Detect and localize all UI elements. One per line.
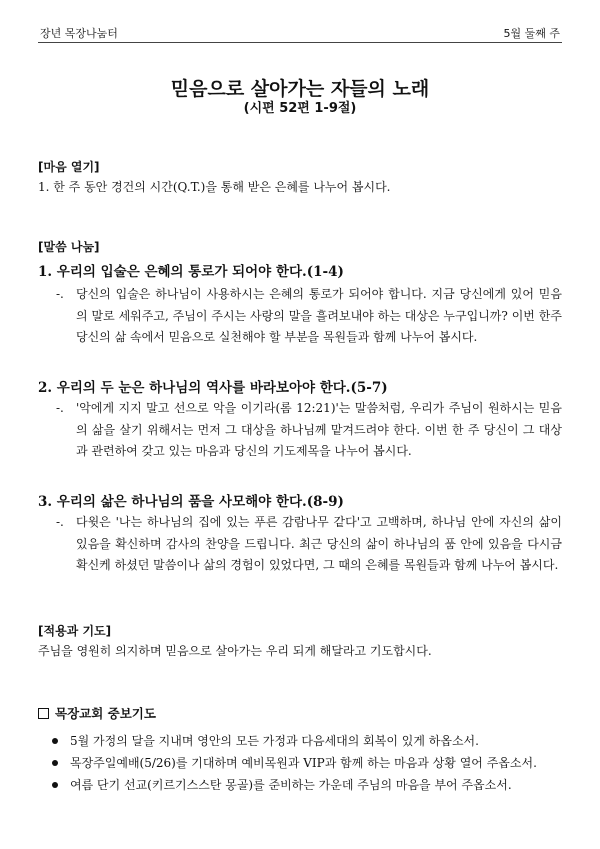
bullet-icon [52,782,58,788]
point-1-paragraph [56,284,562,349]
header-left-text: 장년 목장나눔터 [40,27,118,40]
application-label: [적용과 기도] [38,624,112,638]
sharing-label: [말씀 나눔] [38,240,100,254]
header-right-text: 5월 둘째 주 [503,27,560,40]
opening-label: [마음 열기] [38,160,100,174]
bullet-icon [52,738,58,744]
point-3-body: 다윗은 '나는 하나님의 집에 있는 푸른 감람나무 같다'고 고백하며, 하나님 안에 자신의 삶이 있음을 확신하며 감사의 찬양을 드립니다. 최근 당신의 삶이 하나님의 품 안에 있음을 다시금 확신케 하셨던 말씀이나 삶의 경험이 있었다면, 그 때의 은혜를 목원들과 함께 나누어 봅시다. [76,515,562,572]
scripture-reference: (시편 52편 1-9절) [243,101,357,116]
application-text: 주님을 영원히 의지하며 믿음으로 살아가는 우리 되게 해달라고 기도합시다. [38,644,432,658]
point-3-heading: 3. 우리의 삶은 하나님의 품을 사모해야 한다.(8-9) [38,494,344,510]
page-title: 믿음으로 살아가는 자들의 노래 [170,78,430,100]
opening-text: 1. 한 주 동안 경건의 시간(Q.T.)을 통해 받은 은혜를 나누어 봅시다. [38,180,391,194]
prayer-item-text: 목장주일예배(5/26)를 기대하며 예비목원과 VIP과 함께 하는 마음과 상황 열어 주옵소서. [70,756,537,770]
point-2-body: '악에게 지지 말고 선으로 악을 이기라(롬 12:21)'는 말씀처럼, 우리가 주님이 원하시는 믿음의 삶을 살기 위해서는 먼저 그 대상을 하나님께 맡겨드려야 한다. 이번 한 주 당신이 그 대상과 관련하여 갖고 있는 마음과 당신의 기도제목을 나누어 봅시다. [76,401,562,458]
page-header [38,22,562,43]
list-item [50,774,570,796]
point-2-paragraph [56,398,562,463]
bullet-icon [52,760,58,766]
prayer-item-text: 5월 가정의 달을 지내며 영안의 모든 가정과 다음세대의 회복이 있게 하옵소서. [70,734,479,748]
checkbox-square-icon [38,708,49,719]
point-1-body: 당신의 입술은 하나님이 사용하시는 은혜의 통로가 되어야 합니다. 지금 당신에게 있어 믿음의 말로 세워주고, 주님이 주시는 사랑의 말을 흘려보내야 하는 대상은 누구입니까? 이번 한주 당신의 삶 속에서 믿음으로 실천해야 할 부분을 목원들과 함께 나누어 봅시다. [76,287,562,344]
point-3-paragraph [56,512,562,577]
point-1-heading: 1. 우리의 입술은 은혜의 통로가 되어야 한다.(1-4) [38,264,344,280]
point-1-dash: -. [56,287,64,301]
church-prayer-title-row [38,704,156,722]
church-prayer-list [50,730,570,796]
point-3-dash: -. [56,515,64,529]
point-2-heading: 2. 우리의 두 눈은 하나님의 역사를 바라보아야 한다.(5-7) [38,380,388,396]
point-2-dash: -. [56,401,64,415]
list-item [50,730,570,752]
church-prayer-title: 목장교회 중보기도 [55,706,156,721]
prayer-item-text: 여름 단기 선교(키르기스스탄 몽골)를 준비하는 가운데 주님의 마음을 부어 주옵소서. [70,778,512,792]
list-item [50,752,570,774]
